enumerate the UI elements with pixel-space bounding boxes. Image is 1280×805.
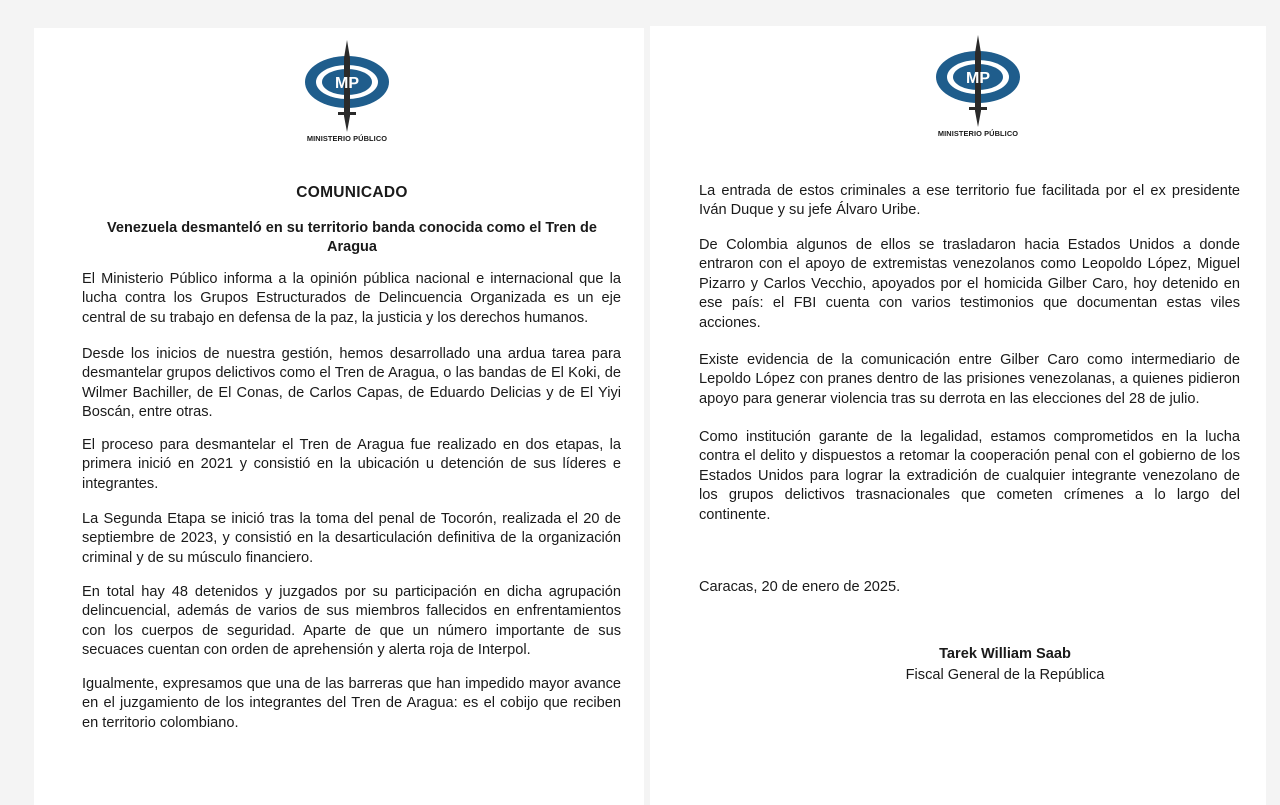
document-title: COMUNICADO (296, 184, 408, 201)
paragraph: La entrada de estos criminales a ese territorio fue facilitada por el ex presidente Iván Duque y su jefe Álvaro Uribe. (699, 183, 1240, 219)
ministerio-publico-logo (292, 38, 402, 148)
document-page-right (650, 26, 1266, 805)
paragraph: El proceso para desmantelar el Tren de Aragua fue realizado en dos etapas, la primera inició en 2021 y consistió en la ubicación u detención de sus líderes e integrantes. (82, 437, 621, 492)
logo-initials: MP (966, 70, 990, 87)
document-date: Caracas, 20 de enero de 2025. (699, 579, 901, 595)
paragraph: Como institución garante de la legalidad, estamos comprometidos en la lucha contra el delito y dispuestos a retomar la cooperación penal con el gobierno de los Estados Unidos para lograr la extradición de cualquier integrante venezolano de los grupos delictivos trasnacionales que cometen crímenes a lo largo del continente. (699, 429, 1240, 523)
paragraph: De Colombia algunos de ellos se trasladaron hacia Estados Unidos a donde entraron con el apoyo de extremistas venezolanos como Leopoldo López, Miguel Pizarro y Carlos Vecchio, apoyados por el homicida Gilber Caro, hoy detenido en ese país: el FBI cuenta con varios testimonios que documentan estas viles acciones. (699, 237, 1240, 331)
paragraph: El Ministerio Público informa a la opinión pública nacional e internacional que la lucha contra los Grupos Estructurados de Delincuencia Organizada es un eje central de su trabajo en defensa de la paz, la justicia y los derechos humanos. (82, 271, 621, 326)
document-page-left (34, 28, 644, 805)
paragraph: Desde los inicios de nuestra gestión, hemos desarrollado una ardua tarea para desmantelar grupos delictivos como el Tren de Aragua, o las bandas de El Koki, de Wilmer Bachiller, de El Conas, de Carlos Capas, de Eduardo Delicias y de El Yiyi Boscán, entre otras. (82, 346, 621, 421)
document-subtitle: Venezuela desmanteló en su territorio banda conocida como el Tren de Aragua (107, 220, 597, 255)
logo-initials: MP (335, 75, 359, 92)
ministerio-publico-logo (923, 33, 1033, 143)
paragraph: La Segunda Etapa se inició tras la toma del penal de Tocorón, realizada el 20 de septiembre de 2023, y consistió en la desarticulación definitiva de la organización criminal y de su músculo financiero. (82, 511, 621, 566)
paragraph: Igualmente, expresamos que una de las barreras que han impedido mayor avance en el juzgamiento de los integrantes del Tren de Aragua: es el cobijo que reciben en territorio colombiano. (82, 676, 621, 731)
logo-label: MINISTERIO PÚBLICO (937, 129, 1019, 138)
mp-seal-icon (292, 38, 402, 134)
signer-title: Fiscal General de la República (905, 667, 1105, 683)
logo-label: MINISTERIO PÚBLICO (306, 134, 388, 143)
mp-seal-icon (923, 33, 1033, 129)
paragraph: Existe evidencia de la comunicación entre Gilber Caro como intermediario de Lepoldo López con pranes dentro de las prisiones venezolanas, a quienes pidieron apoyo para generar violencia tras su derrota en las elecciones del 28 de julio. (699, 352, 1240, 407)
paragraph: En total hay 48 detenidos y juzgados por su participación en dicha agrupación delincuencial, además de varios de sus miembros fallecidos en enfrentamientos con los cuerpos de seguridad. Aparte de que un número importante de sus secuaces cuentan con orden de aprehensión y alerta roja de Interpol. (82, 584, 621, 659)
signer-name: Tarek William Saab (939, 646, 1071, 662)
